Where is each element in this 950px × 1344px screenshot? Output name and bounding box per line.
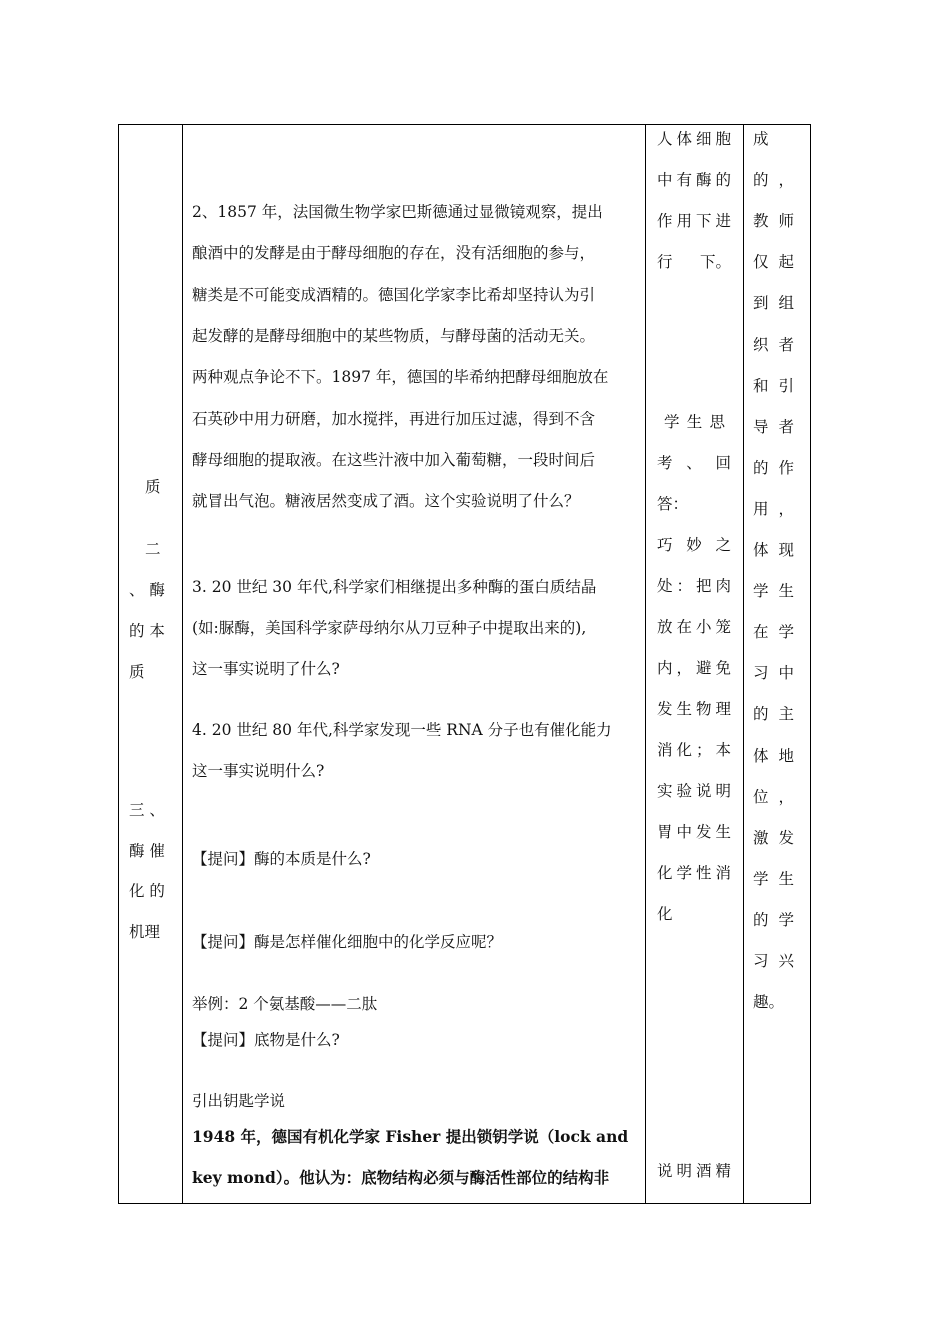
- char: 到: [753, 294, 769, 313]
- text-line: 两种观点争论不下。1897 年，德国的毕希纳把酵母细胞放在: [192, 368, 609, 387]
- question-enzyme-mechanism: 【提问】酶是怎样催化细胞中的化学反应呢？: [192, 933, 503, 951]
- justified-line: [753, 540, 794, 560]
- char: ，: [676, 659, 692, 677]
- char: 作: [778, 458, 794, 477]
- justified-line: [753, 129, 773, 149]
- char: 化: [676, 741, 692, 759]
- char: 免: [715, 659, 731, 677]
- char: 主: [778, 705, 794, 724]
- char: 织: [753, 335, 769, 354]
- text-line: 酿酒中的发酵是由于酵母细胞的存在，没有活细胞的参与，: [192, 244, 596, 263]
- char: 巧: [657, 536, 673, 554]
- lock-key-line2: key mond）。他认为：底物结构必须与酶活性部位的结构非: [192, 1168, 610, 1187]
- text-line: 石英砂中用力研磨，加水搅拌，再进行加压过滤，得到不含: [192, 409, 596, 428]
- char: 思: [709, 413, 725, 431]
- char: 体: [753, 746, 769, 765]
- justified-line: [753, 704, 794, 724]
- char: 物: [695, 700, 712, 718]
- justified-line: [753, 293, 794, 313]
- char: 回: [715, 454, 731, 472]
- text-line: 3. 20 世纪 30 年代,科学家们相继提出多种酶的蛋白质结晶: [192, 578, 597, 596]
- text-line: (如:脲酶，美国科学家萨母纳尔从刀豆种子中提取出来的),: [192, 619, 587, 637]
- heading-section-2-line2: 的 本: [129, 622, 165, 640]
- char: 学: [778, 910, 794, 929]
- char: 酒: [695, 1162, 712, 1180]
- char: 者: [778, 417, 794, 436]
- char: 说: [695, 782, 712, 800]
- char: 导: [753, 417, 769, 436]
- char: 理: [715, 700, 731, 718]
- justified-line: [753, 992, 785, 1012]
- heading-section-3-line1: 三 、: [129, 801, 165, 819]
- justified-line: [657, 617, 731, 637]
- char: 生: [778, 869, 794, 888]
- char: 兴: [778, 952, 794, 970]
- justified-line: [753, 951, 794, 971]
- char: 酶: [695, 171, 712, 189]
- justified-line: [657, 740, 731, 760]
- student-activity-column: [646, 125, 743, 1203]
- char: 体: [753, 541, 769, 559]
- justified-line: [657, 129, 731, 149]
- char: ：: [676, 577, 692, 595]
- char: 实: [657, 782, 673, 800]
- char: 学: [753, 582, 769, 601]
- justified-line: [657, 576, 731, 596]
- justified-line: [753, 910, 794, 930]
- char: 生: [676, 700, 692, 718]
- char: 本: [715, 741, 731, 759]
- char: 有: [676, 171, 692, 189]
- justified-line: [753, 869, 794, 889]
- char: 作: [657, 212, 673, 230]
- char: 的: [753, 458, 769, 477]
- question-enzyme-nature: 【提问】酶的本质是什么?: [192, 850, 371, 868]
- char: 化: [657, 864, 673, 882]
- char: 的: [715, 171, 731, 189]
- justified-line: [657, 252, 731, 272]
- char: 的: [753, 705, 769, 724]
- char: 避: [695, 659, 712, 677]
- char: 中: [657, 171, 673, 189]
- section-heading-column: [119, 125, 182, 1203]
- justified-line: [657, 658, 731, 678]
- content-column: [183, 125, 645, 1203]
- lock-key-line1: 1948 年，德国有机化学家 Fisher 提出锁钥学说（lock and: [192, 1127, 629, 1146]
- char: 习: [753, 952, 769, 970]
- char: 消: [657, 741, 673, 759]
- heading-section-3-line4: 机理: [129, 923, 161, 941]
- char: 习: [753, 664, 769, 683]
- heading-section-3-line3: 化 的: [129, 882, 165, 900]
- char: 现: [778, 541, 794, 559]
- char: 小: [695, 618, 712, 636]
- char: 处: [657, 577, 673, 595]
- heading-text: 、 酶: [129, 581, 165, 599]
- justified-line: [753, 663, 794, 683]
- heading-section-2-number: 二: [145, 540, 161, 558]
- heading-section-3-line2: 酶 催: [129, 842, 165, 860]
- justified-line: [753, 335, 794, 355]
- char: 引: [778, 376, 794, 395]
- design-intent-column: [744, 125, 810, 1203]
- justified-line: [753, 622, 794, 642]
- justified-line: [753, 746, 794, 766]
- justified-line: [753, 252, 794, 272]
- char: 发: [695, 823, 712, 841]
- char: 笼: [715, 618, 731, 636]
- justified-line: [753, 211, 794, 231]
- char: 的: [753, 171, 769, 190]
- justified-line: [753, 581, 794, 601]
- justified-line: [753, 170, 794, 190]
- char: 人: [657, 130, 673, 148]
- char: 妙: [686, 536, 702, 554]
- char: 下。: [699, 253, 731, 271]
- char: 化: [657, 905, 673, 923]
- char: 用: [676, 212, 692, 230]
- heading-fragment: 质: [145, 478, 161, 496]
- lead-key-theory: 引出钥匙学说: [192, 1092, 286, 1110]
- char: 放: [657, 618, 673, 636]
- char: 胃: [657, 823, 673, 841]
- char: 教: [753, 212, 769, 231]
- justified-line: [657, 1161, 731, 1181]
- justified-line: [657, 699, 731, 719]
- char: 消: [715, 864, 731, 882]
- char: 生: [778, 582, 794, 601]
- char: 考: [657, 454, 673, 472]
- char: 生: [715, 823, 731, 841]
- justified-line: [657, 822, 731, 842]
- heading-section-2-line3: 质: [129, 663, 145, 681]
- justified-line: [657, 863, 731, 883]
- justified-line: [657, 535, 731, 555]
- char: ，: [778, 171, 794, 190]
- char: 之: [715, 536, 731, 554]
- char: 激: [753, 828, 769, 847]
- char: 发: [657, 700, 673, 718]
- text-line: 酵母细胞的提取液。在这些汁液中加入葡萄糖，一段时间后: [192, 450, 596, 469]
- char: 学: [778, 623, 794, 642]
- char: 把: [695, 577, 712, 595]
- text-line: 4. 20 世纪 80 年代,科学家发现一些 RNA 分子也有催化能力: [192, 721, 612, 739]
- justified-line: [657, 904, 677, 924]
- example-dipeptide: 举例：2 个氨基酸——二肽: [192, 995, 378, 1013]
- char: 中: [676, 823, 692, 841]
- char: 精: [715, 1162, 731, 1180]
- char: 趣。: [753, 993, 785, 1012]
- char: 的: [753, 910, 769, 929]
- justified-line: [753, 458, 794, 478]
- justified-line: [753, 828, 794, 848]
- text-line: 糖类是不可能变成酒精的。德国化学家李比希却坚持认为引: [192, 285, 596, 304]
- char: 答：: [657, 495, 689, 513]
- question-substrate: 【提问】底物是什么?: [192, 1031, 340, 1049]
- char: 说: [657, 1162, 673, 1180]
- justified-line: [657, 211, 731, 231]
- char: 体: [676, 130, 692, 148]
- char: ，: [778, 499, 794, 518]
- char: 在: [753, 623, 769, 642]
- char: ，: [778, 787, 794, 806]
- char: 用: [753, 499, 769, 518]
- lesson-table: [118, 124, 811, 1204]
- text-line: 起发酵的是酵母细胞中的某些物质，与酵母菌的活动无关。: [192, 326, 596, 345]
- char: 师: [778, 212, 794, 231]
- heading-section-2-line1: [129, 580, 175, 600]
- char: 在: [676, 618, 692, 636]
- char: 学: [664, 413, 680, 431]
- char: 进: [715, 212, 731, 230]
- char: 肉: [715, 577, 731, 595]
- char: 胞: [715, 130, 731, 148]
- justified-line: [753, 787, 794, 807]
- char: 发: [778, 828, 794, 847]
- char: 内: [657, 659, 673, 677]
- justified-line: [753, 376, 794, 396]
- char: 明: [676, 1162, 692, 1180]
- char: 学: [676, 864, 692, 882]
- justified-line: [753, 417, 794, 437]
- justified-line: [753, 499, 794, 519]
- char: 组: [778, 294, 794, 313]
- justified-line: [657, 170, 731, 190]
- char: 下: [695, 212, 712, 230]
- justified-line: [657, 494, 689, 514]
- char: 生: [686, 413, 703, 431]
- char: 性: [695, 864, 712, 882]
- text-line: 就冒出气泡。糖液居然变成了酒。这个实验说明了什么？: [192, 492, 580, 511]
- char: 位: [753, 787, 769, 806]
- char: 明: [715, 782, 731, 800]
- char: 起: [778, 253, 794, 272]
- justified-line: [657, 453, 731, 473]
- char: 者: [778, 335, 794, 354]
- char: 和: [753, 376, 769, 395]
- char: 仅: [753, 253, 769, 272]
- char: 、: [686, 454, 702, 472]
- justified-line: [664, 412, 725, 432]
- text-line: 这一事实说明什么?: [192, 762, 325, 780]
- char: 行: [657, 253, 673, 271]
- char: ；: [695, 741, 712, 759]
- char: 细: [695, 130, 712, 148]
- char: 成: [753, 130, 769, 148]
- char: 验: [676, 782, 692, 800]
- char: 中: [778, 664, 794, 683]
- text-line: 这一事实说明了什么?: [192, 660, 340, 678]
- justified-line: [657, 781, 731, 801]
- char: 地: [778, 746, 794, 765]
- text-line: 2、1857 年，法国微生物学家巴斯德通过显微镜观察，提出: [192, 203, 603, 221]
- char: 学: [753, 869, 769, 888]
